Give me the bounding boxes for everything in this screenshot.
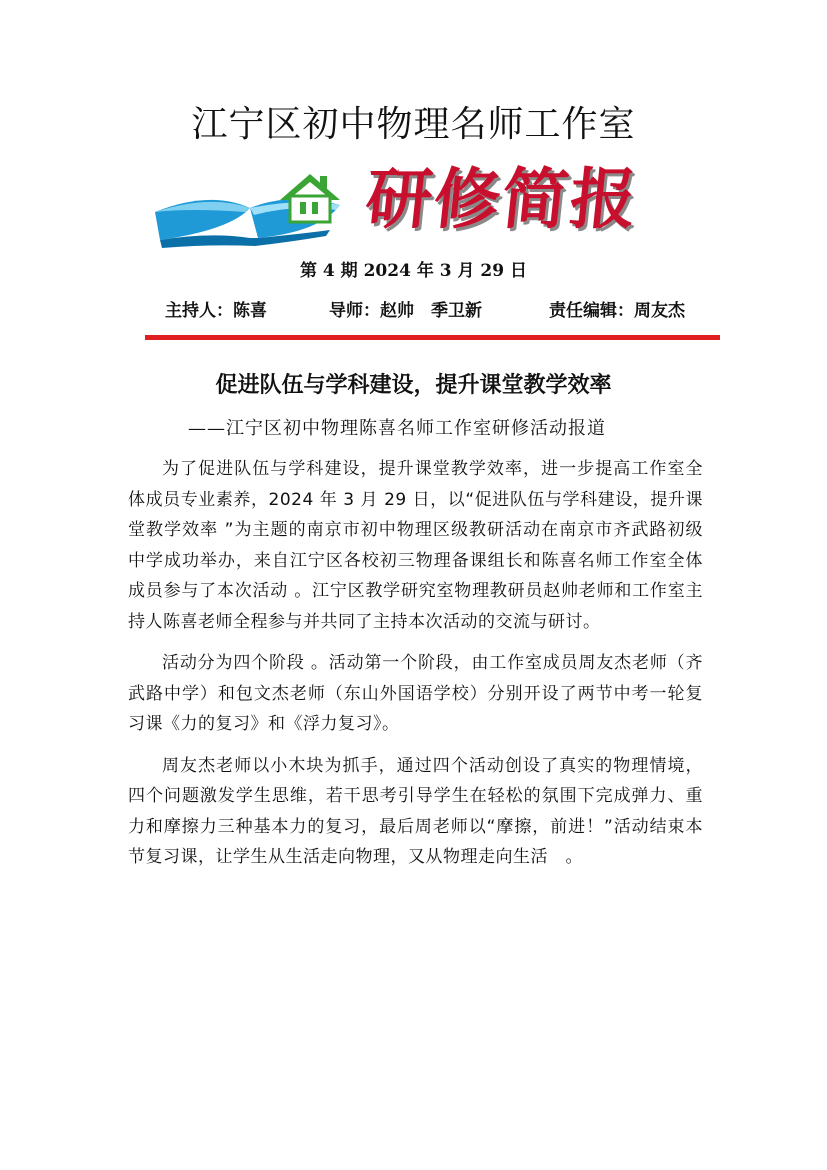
credits-line bbox=[165, 296, 710, 320]
paragraph: 活动分为四个阶段 。活动第一个阶段，由工作室成员周友杰老师（齐武路中学）和包文杰老师（东山外国语学校）分别开设了两节中考一轮复习课《力的复习》和《浮力复习》。 bbox=[128, 653, 703, 734]
paragraph: 为了促进队伍与学科建设，提升课堂教学效率，进一步提高工作室全体成员专业素养，2024 年 3 月 29 日，以“促进队伍与学科建设，提升课堂教学效率 ”为主题的南京市初中物理区级教研活动在南京市齐武路初级中学成功举办，来自江宁区各校初三物理备课组长和陈喜名师工作室全体成员参与了本次活动 。江宁区教学研究室物理教研员赵帅老师和工作室主持人陈喜老师全程参与并共同了主持本次活动的交流与研讨。 bbox=[128, 459, 703, 632]
studio-title: 江宁区初中物理名师工作室 bbox=[191, 104, 636, 145]
article-title: 促进队伍与学科建设，提升课堂教学效率 bbox=[215, 373, 612, 398]
paragraph: 周友杰老师以小木块为抓手，通过四个活动创设了真实的物理情境，四个问题激发学生思维，若干思考引导学生在轻松的氛围下完成弹力、重力和摩擦力三种基本力的复习，最后周老师以“摩擦，前进！”活动结束本节复习课，让学生从生活走向物理，又从物理走向生活 。 bbox=[128, 755, 703, 867]
editor-label: 责任编辑：周友杰 bbox=[549, 301, 685, 321]
header-divider bbox=[145, 335, 720, 340]
mentor-label: 导师：赵帅 季卫新 bbox=[329, 301, 482, 321]
logo-wordmark: 研修简报 bbox=[362, 161, 643, 238]
article-body bbox=[128, 454, 703, 884]
issue-line: 第 4 期 2024 年 3 月 29 日 bbox=[300, 261, 527, 281]
host-label: 主持人：陈喜 bbox=[165, 301, 267, 321]
article-subtitle: ——江宁区初中物理陈喜名师工作室研修活动报道 bbox=[188, 418, 606, 439]
